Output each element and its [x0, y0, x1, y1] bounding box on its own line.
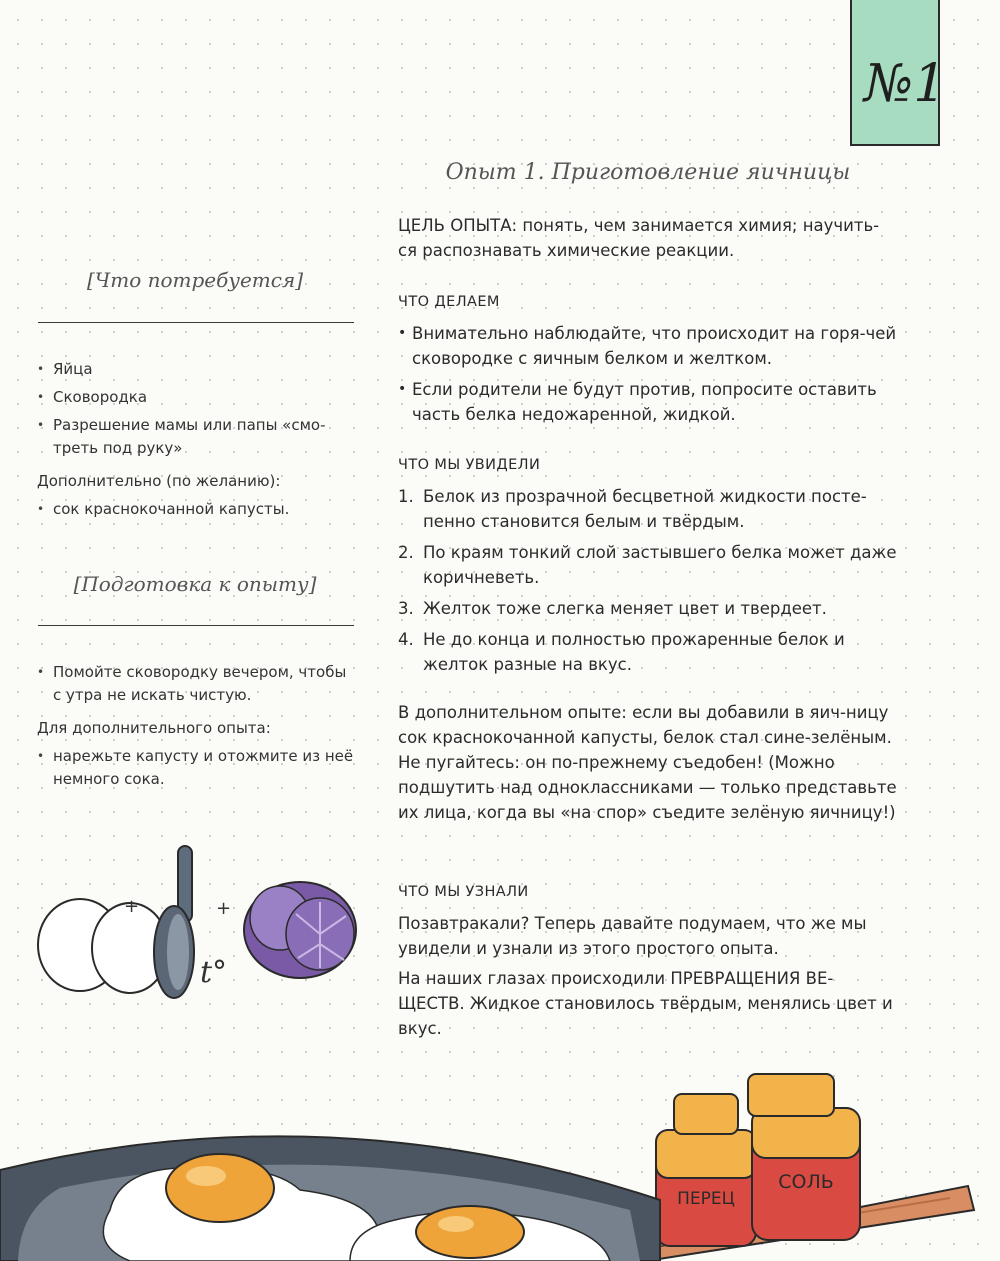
eggs-icon: [38, 899, 168, 993]
plus-sign: +: [216, 898, 232, 919]
list-item: • Помойте сковородку вечером, чтобы с утра не искать чистую.: [37, 661, 355, 707]
list-item: [398, 540, 898, 590]
list-item: • Если родители не будут против, попросите оставить часть белка недожаренной, жидкой.: [398, 377, 898, 427]
paragraph: Позавтракали? Теперь давайте подумаем, что же мы увидели и узнали из этого простого опыта.: [398, 914, 867, 958]
what-we-saw-list: [398, 484, 898, 677]
salt-jar-icon: [748, 1074, 860, 1240]
list-item: [398, 596, 898, 621]
cabbage-icon: [244, 882, 356, 978]
pepper-jar-icon: [656, 1094, 756, 1246]
list-item: • Яйца: [37, 358, 355, 381]
item-number: 4.: [398, 630, 414, 649]
additional-paragraph: В дополнительном опыте: если вы добавили в яич-ницу сок краснокочанной капусты, белок стал сине-зелёным. Не пугайтесь: он по-прежнему съедобен! (Можно подшутить над одноклассниками — только представьте их лица, когда вы «на спор» съедите зелёную яичницу!): [398, 703, 897, 822]
list-item: [398, 484, 898, 534]
list-item: • Сковородка: [37, 386, 355, 409]
item-number: 2.: [398, 543, 414, 562]
list-item: • нарежьте капусту и отожмите из неё немного сока.: [37, 745, 355, 791]
needed-title: [Что потребуется]: [86, 268, 303, 292]
divider: [38, 625, 354, 626]
extra-label: Для дополнительного опыта:: [37, 719, 271, 737]
item-text: Желток тоже слегка меняет цвет и твердеет.: [423, 599, 827, 618]
section-heading: ЧТО МЫ УВИДЕЛИ: [398, 457, 541, 473]
item-text: По краям тонкий слой застывшего белка может даже коричневеть.: [423, 543, 897, 587]
jar-label: ПЕРЕЦ: [677, 1189, 735, 1209]
what-we-saw-section: [398, 453, 898, 683]
paragraph: На наших глазах происходили ПРЕВРАЩЕНИЯ ВЕ-ЩЕСТВ. Жидкое становилось твёрдым, менялись цвет и вкус.: [398, 969, 893, 1038]
chapter-tab: [850, 0, 947, 146]
ingredients-illustration: [28, 840, 388, 1010]
item-number: 3.: [398, 599, 414, 618]
experiment-title: Опыт 1. Приготовление яичницы: [445, 160, 851, 185]
what-we-do-list: [398, 321, 898, 427]
optional-list: [37, 498, 355, 521]
optional-label: Дополнительно (по желанию):: [37, 472, 281, 490]
section-heading: ЧТО МЫ УЗНАЛИ: [398, 884, 529, 900]
what-we-learned-section: [398, 880, 898, 1046]
divider: [38, 322, 354, 323]
what-we-do-section: [398, 290, 898, 433]
needed-list: [37, 358, 355, 460]
temperature-label: t°: [200, 955, 228, 990]
plus-sign: +: [124, 896, 140, 917]
item-text: Не до конца и полностью прожаренные белок и желток разные на вкус.: [423, 630, 845, 674]
item-number: 1.: [398, 487, 414, 506]
prep-section: [37, 661, 355, 796]
chapter-number: №1: [864, 54, 947, 114]
frying-pan-icon: [154, 846, 194, 998]
list-item: • сок краснокочанной капусты.: [37, 498, 355, 521]
needed-section: [37, 358, 355, 526]
goal-text: ЦЕЛЬ ОПЫТА: понять, чем занимается химия; научить-ся распознавать химические реакции.: [398, 216, 880, 260]
list-item: • Разрешение мамы или папы «смо-треть под руку»: [37, 414, 355, 460]
prep-list: [37, 661, 355, 707]
section-heading: ЧТО ДЕЛАЕМ: [398, 294, 500, 310]
prep-title: [Подготовка к опыту]: [73, 572, 317, 596]
breakfast-illustration: [0, 1060, 1000, 1261]
list-item: [398, 627, 898, 677]
jar-label: СОЛЬ: [778, 1171, 834, 1193]
list-item: • Внимательно наблюдайте, что происходит на горя-чей сковородке с яичным белком и желтком.: [398, 321, 898, 371]
extra-list: [37, 745, 355, 791]
item-text: Белок из прозрачной бесцветной жидкости посте-пенно становится белым и твёрдым.: [423, 487, 867, 531]
